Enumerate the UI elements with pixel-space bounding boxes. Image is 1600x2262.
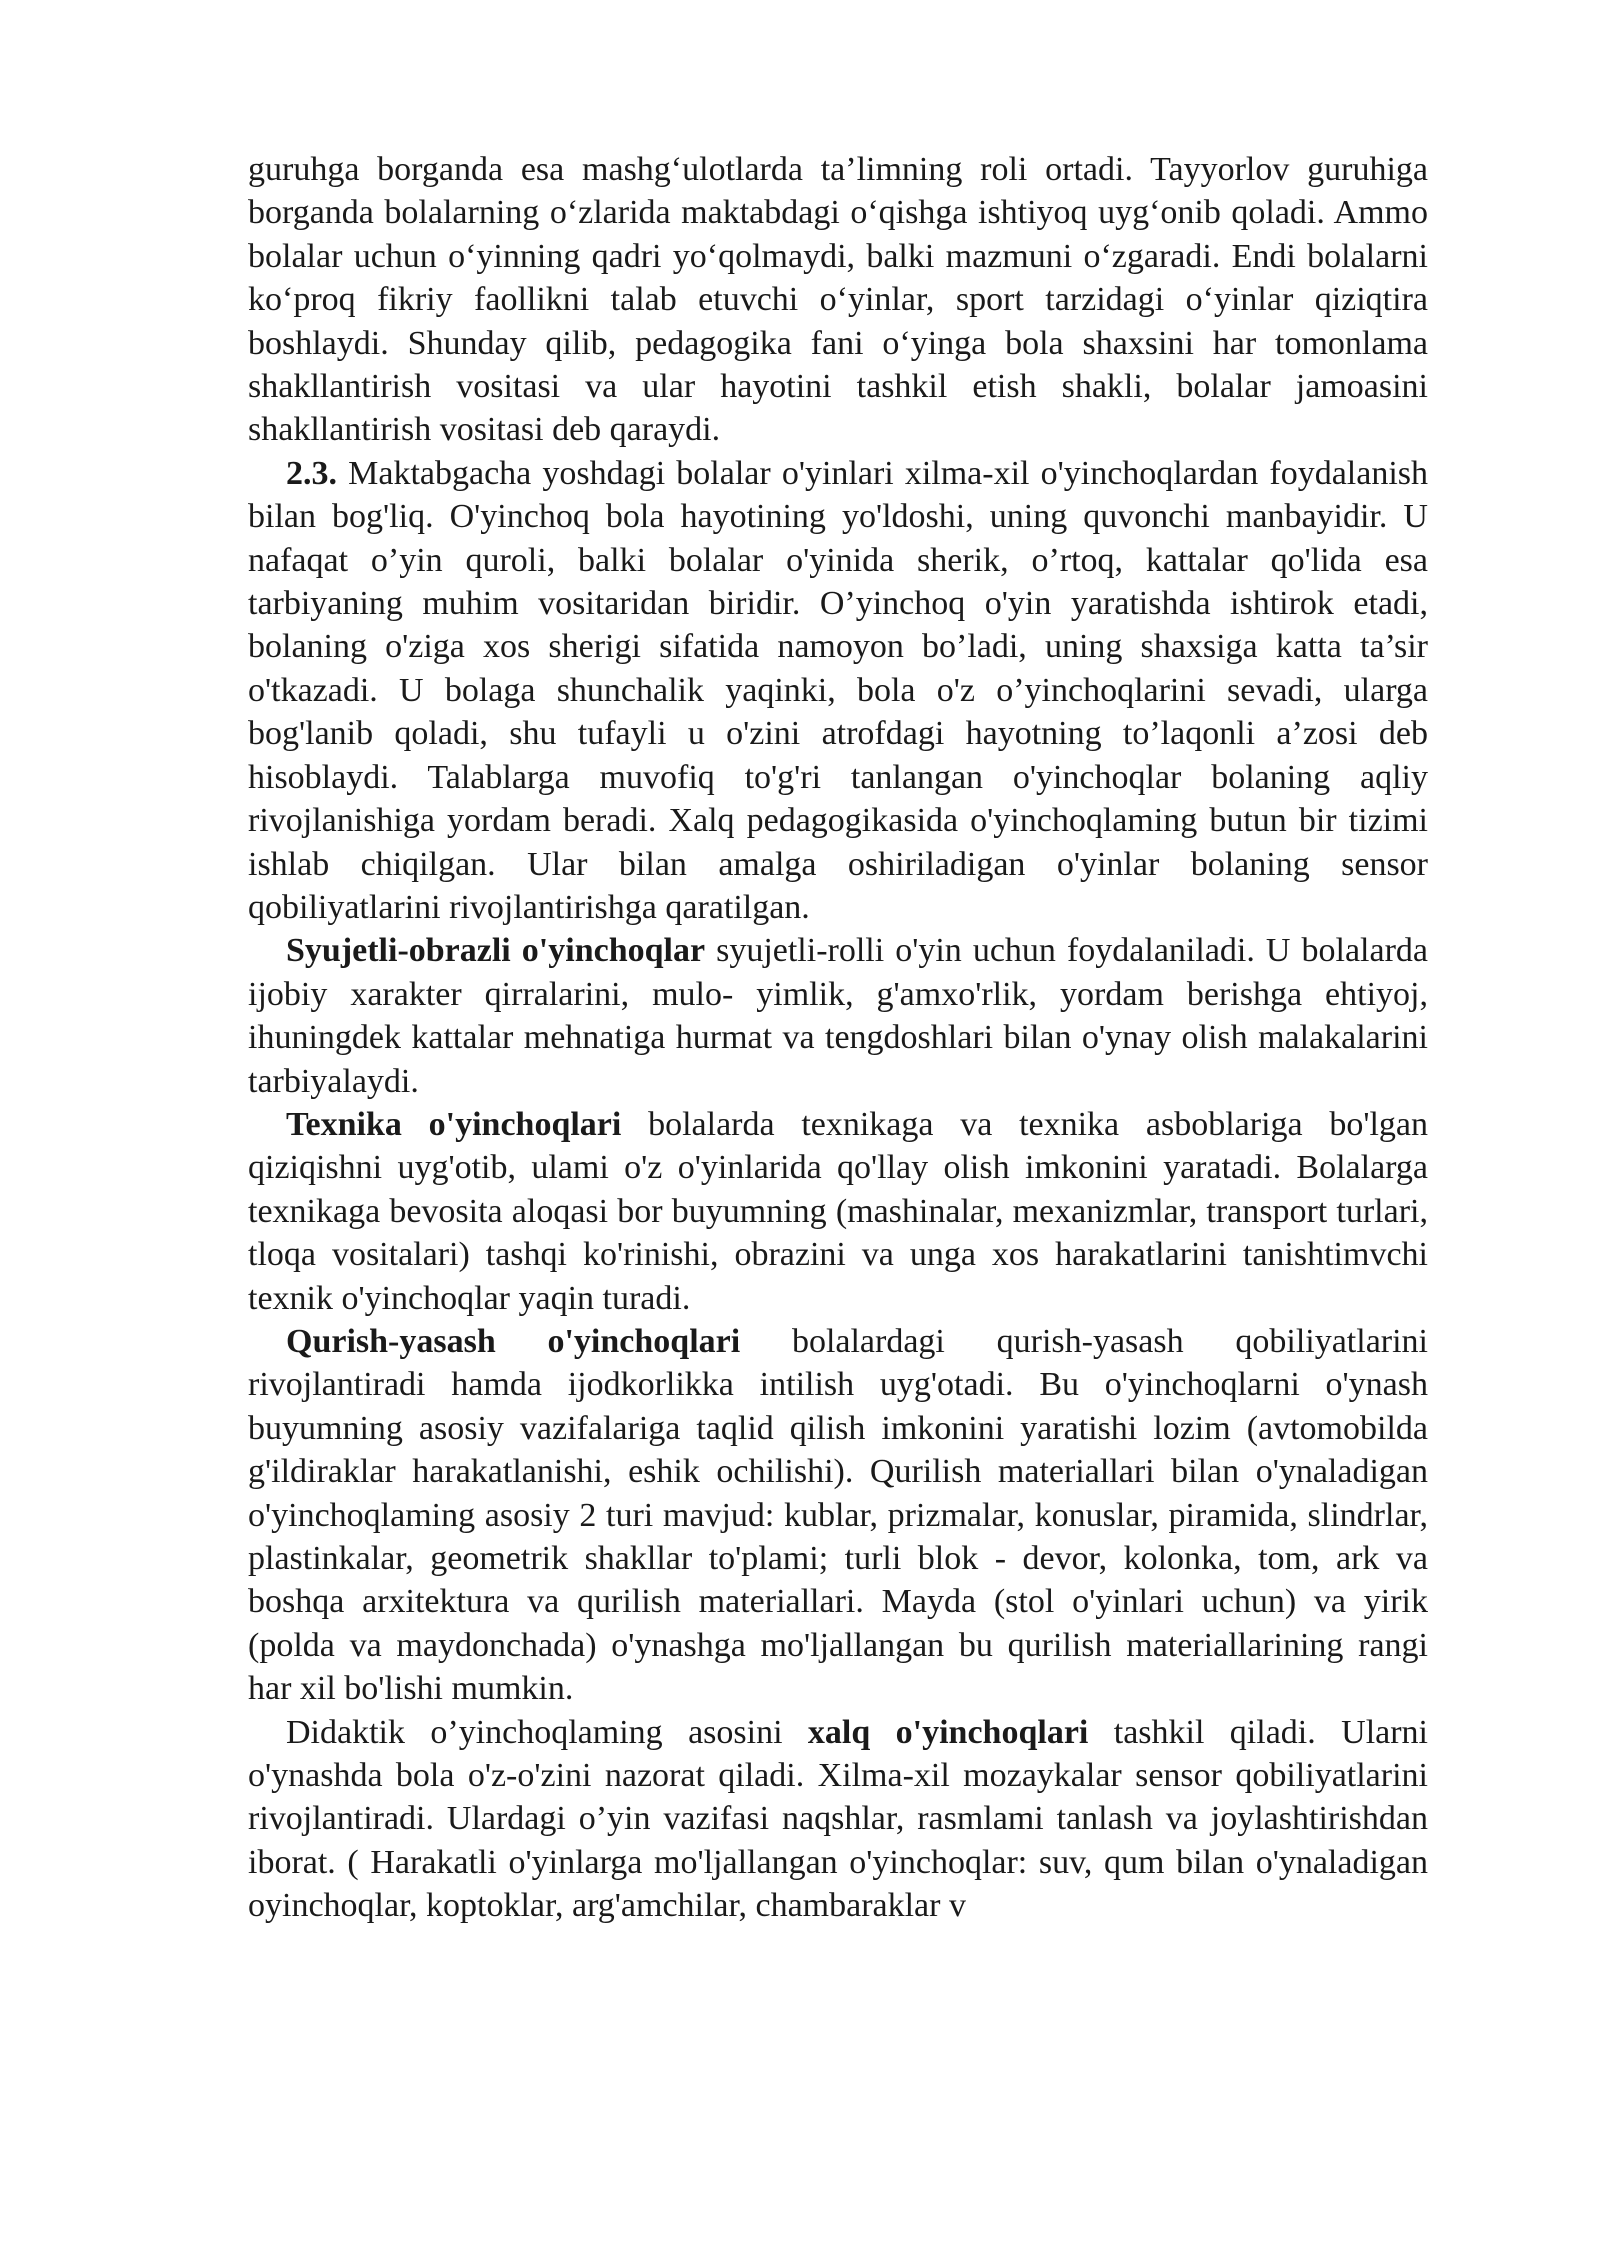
paragraph-didactic-toys [248, 1711, 1428, 1928]
paragraph-intro-continuation [248, 148, 1428, 452]
paragraph-text: guruhga borganda esa mashg‘ulotlarda ta’limning roli ortadi. Tayyorlov guruhiga borganda bolalarning o‘zlarida maktabdagi o‘qishga ishtiyoq uyg‘onib qoladi. Ammo bolalar uchun o‘yinning qadri yo‘qolmaydi, balki mazmuni o‘zgaradi. Endi bolalarni ko‘proq fikriy faollikni talab etuvchi o‘yinlar, sport tarzidagi o‘yinlar qiziqtira boshlaydi. Shunday qilib, pedagogika fani o‘yinga bola shaxsini har tomonlama shakllantirish vositasi va ular hayotini tashkil etish shakli, bolalar jamoasini shakllantirish vositasi deb qaraydi. [248, 151, 1428, 449]
document-page [248, 148, 1428, 1928]
paragraph-section-2-3 [248, 452, 1428, 929]
paragraph-text: bolalarda texnikaga va texnika asboblariga bo'lgan qiziqishni uyg'otib, ulami o'z o'yinlarida qo'llay olish imkonini yaratadi. Bolalarga texnikaga bevosita aloqasi bor buyumning (mashinalar, mexanizmlar, transport turlari, tloqa vositalari) tashqi ko'rinishi, obrazini va unga xos harakatlarini tanishtimvchi texnik o'yinchoqlar yaqin turadi. [248, 1105, 1429, 1317]
paragraph-text: bolalardagi qurish-yasash qobiliyatlarini rivojlantiradi hamda ijodkorlikka intilish uyg'otadi. Bu o'yinchoqlarni o'ynash buyumning asosiy vazifalariga taqlid qilish imkonini yaratishi lozim (avtomobilda g'ildiraklar harakatlanishi, eshik ochilishi). Qurilish materiallari bilan o'ynaladigan o'yinchoqlaming asosiy 2 turi mavjud: kublar, prizmalar, konuslar, piramida, slindrlar, plastinkalar, geometrik shakllar to'plami; turli blok - devor, kolonka, tom, ark va boshqa arxitektura va qurilish materiallari. Mayda (stol o'yinlari uchun) va yirik (polda va maydonchada) o'ynashga mo'ljallangan bu qurilish materiallarining rangi har xil bo'lishi mumkin. [248, 1322, 1429, 1708]
paragraph-text: Maktabgacha yoshdagi bolalar o'yinlari xilma-xil o'yinchoqlardan foydalanish bilan bog'liq. O'yinchoq bola hayotining yo'ldoshi, uning quvonchi manbayidir. U nafaqat o’yin quroli, balki bolalar o'yinida sherik, o’rtoq, kattalar qo'lida esa tarbiyaning muhim vositaridan biridir. O’yinchoq o'yin yaratishda ishtirok etadi, bolaning o'ziga xos sherigi sifatida namoyon bo’ladi, uning shaxsiga katta ta’sir o'tkazadi. U bolaga shunchalik yaqinki, bola o'z o’yinchoqlarini sevadi, ularga bog'lanib qoladi, shu tufayli u o'zini atrofdagi hayotning to’laqonli a’zosi deb hisoblaydi. Talablarga muvofiq to'g'ri tanlangan o'yinchoqlar bolaning aqliy rivojlanishiga yordam beradi. Xalq pedagogikasida o'yinchoqlaming butun bir tizimi ishlab chiqilgan. Ular bilan amalga oshiriladigan o'yinlar bolaning sensor qobiliyatlarini rivojlantirishga qaratilgan. [248, 454, 1428, 926]
paragraph-text: syujetli-rolli o'yin uchun foydalaniladi. U bolalarda ijobiy xarakter qirralarini, mulo- yimlik, g'amxo'rlik, yordam berishga ehtiyoj, ihuningdek kattalar mehnatiga hurmat va tengdoshlari bilan o'ynay olish malakalarini tarbiyalaydi. [248, 932, 1428, 1100]
paragraph-plot-toys [248, 929, 1428, 1103]
paragraph-technical-toys [248, 1103, 1428, 1320]
term-heading: Texnika o'yinchoqlari [286, 1105, 622, 1143]
term-heading: Syujetli-obrazli o'yinchoqlar [286, 932, 706, 970]
paragraph-text: Didaktik o’yinchoqlaming asosini [286, 1713, 808, 1751]
paragraph-text: tashkil qiladi. Ularni o'ynashda bola o'z-o'zini nazorat qiladi. Xilma-xil mozaykalar sensor qobiliyatlarini rivojlantiradi. Ulardagi o’yin vazifasi naqshlar, rasmlami tanlash va joylashtirishdan iborat. ( Harakatli o'yinlarga mo'ljallangan o'yinchoqlar: suv, qum bilan o'ynaladigan oyinchoqlar, koptoklar, arg'amchilar, chambaraklar v [248, 1713, 1428, 1925]
term-heading: Qurish-yasash o'yinchoqlari [286, 1322, 741, 1360]
term-heading: xalq o'yinchoqlari [807, 1713, 1089, 1751]
paragraph-construction-toys [248, 1320, 1428, 1711]
section-number: 2.3. [286, 454, 337, 492]
